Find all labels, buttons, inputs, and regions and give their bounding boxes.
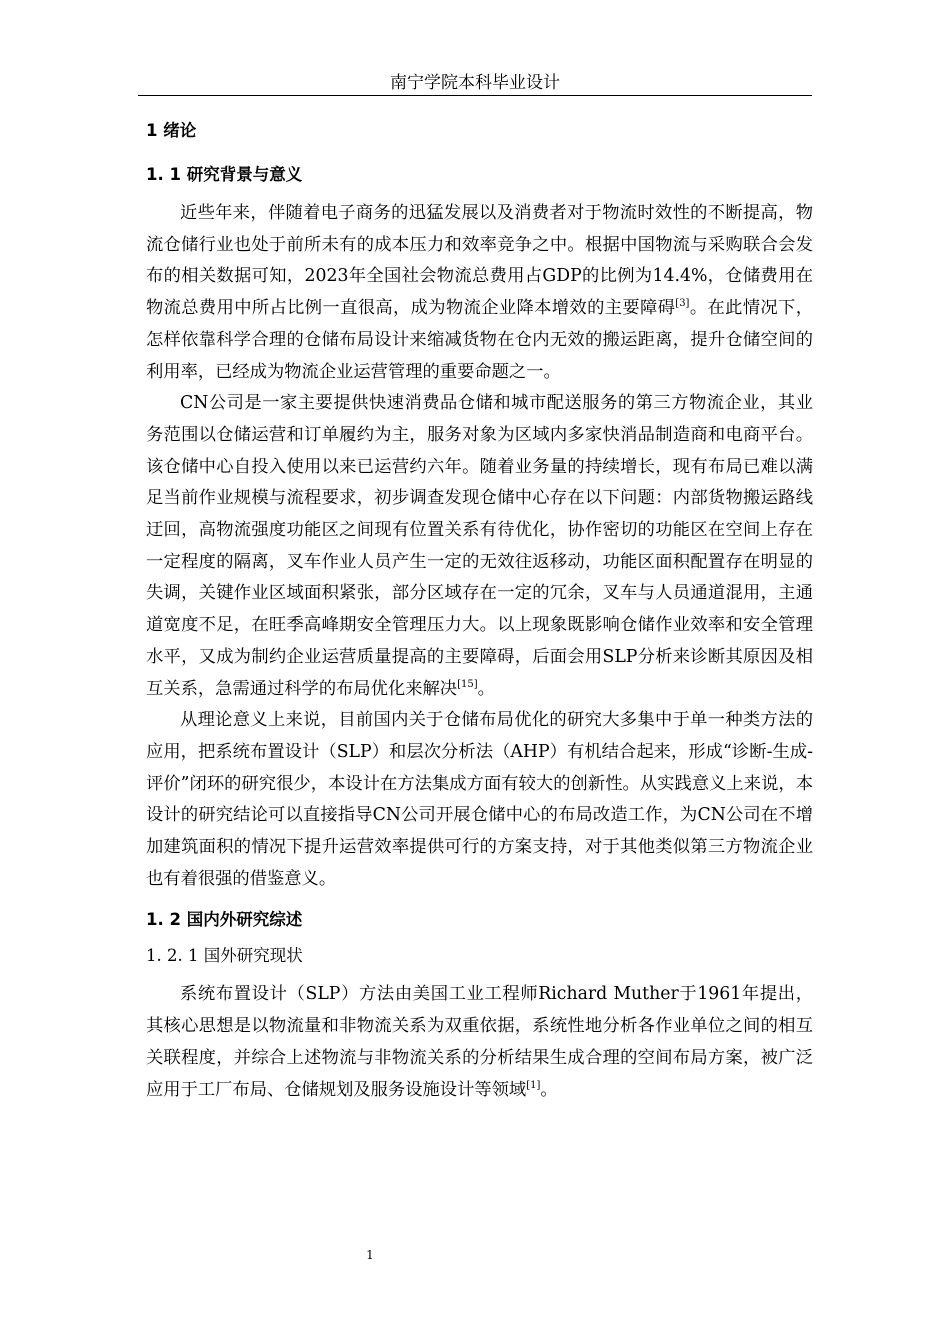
page-content: [146, 118, 813, 1106]
citation-ref: [15]: [457, 678, 478, 690]
page-number: 1: [366, 1248, 374, 1262]
section-heading-background: 1. 1 研究背景与意义: [146, 165, 303, 184]
subsection-heading-foreign: 1. 2. 1 国外研究现状: [146, 946, 303, 966]
page-header: [138, 72, 812, 96]
paragraph-company: CN公司是一家主要提供快速消费品仓储和城市配送服务的第三方物流企业，其业务范围以仓储运营和订单履约为主，服务对象为区域内多家快消品制造商和电商平台。该仓储中心自投入使用以来已运营约六年。随着业务量的持续增长，现有布局已难以满足当前作业规模与流程要求，初步调查发现仓储中心存在以下问题：内部货物搬运路线迂回，高物流强度功能区之间现有位置关系有待优化，协作密切的功能区在空间上存在一定程度的隔离，叉车作业人员产生一定的无效往返移动，功能区面积配置存在明显的失调，关键作业区域面积紧张，部分区域存在一定的冗余，叉车与人员通道混用，主通道宽度不足，在旺季高峰期安全管理压力大。以上现象既影响仓储作业效率和安全管理水平，又成为制约企业运营质量提高的主要障碍，后面会用SLP分析来诊断其原因及相互关系，急需通过科学的布局优化来解决[15]。: [146, 393, 813, 699]
header-title: 南宁学院本科毕业设计: [390, 73, 560, 93]
chapter-heading: 1 绪论: [146, 121, 197, 140]
paragraph-slp: 系统布置设计（SLP）方法由美国工业工程师Richard Muther于1961年提出，其核心思想是以物流量和非物流关系为双重依据，系统性地分析各作业单位之间的相互关联程度，并综合上述物流与非物流关系的分析结果生成合理的空间布局方案，被广泛应用于工厂布局、仓储规划及服务设施设计等领域[1]。: [146, 984, 813, 1100]
section-heading-review: 1. 2 国内外研究综述: [146, 910, 303, 930]
paragraph-significance: 从理论意义上来说，目前国内关于仓储布局优化的研究大多集中于单一种类方法的应用，把系统布置设计（SLP）和层次分析法（AHP）有机结合起来，形成“诊断-生成-评价”闭环的研究很少，本设计在方法集成方面有较大的创新性。从实践意义上来说，本设计的研究结论可以直接指导CN公司开展仓储中心的布局改造工作，为CN公司在不增加建筑面积的情况下提升运营效率提供可行的方案支持，对于其他类似第三方物流企业也有着很强的借鉴意义。: [146, 710, 813, 889]
citation-ref: [1]: [526, 1079, 541, 1091]
paragraph-background: 近些年来，伴随着电子商务的迅猛发展以及消费者对于物流时效性的不断提高，物流仓储行业也处于前所未有的成本压力和效率竞争之中。根据中国物流与采购联合会发布的相关数据可知，2023年全国社会物流总费用占GDP的比例为14.4%，仓储费用在物流总费用中所占比例一直很高，成为物流企业降本增效的主要障碍[3]。在此情况下，怎样依靠科学合理的仓储布局设计来缩减货物在仓内无效的搬运距离，提升仓储空间的利用率，已经成为物流企业运营管理的重要命题之一。: [146, 203, 813, 382]
citation-ref: [3]: [675, 298, 690, 310]
